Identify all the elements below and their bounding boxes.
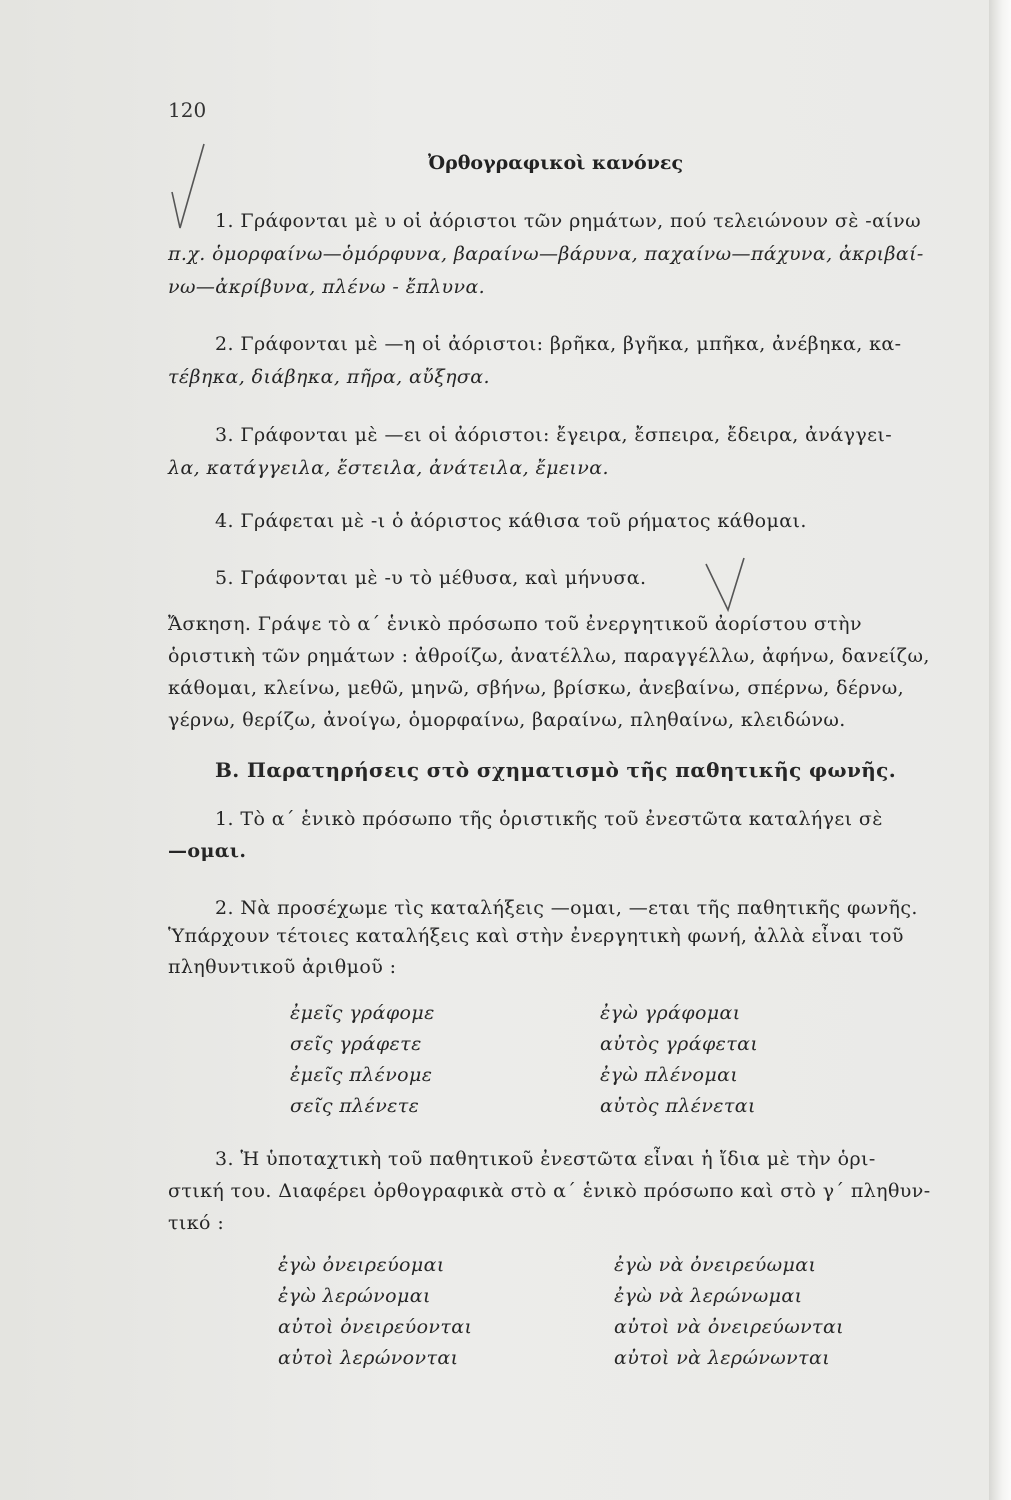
exercise-line-3: κάθομαι, κλείνω, μεθῶ, μηνῶ, σβήνω, βρίσκω, ἀνεβαίνω, σπέρνω, δέρνω,	[168, 677, 905, 699]
subjunctive-left-1: ἐγὼ ὀνειρεύομαι	[278, 1254, 445, 1276]
observation-3-line-1: 3. Ἡ ὑποταχτικὴ τοῦ παθητικοῦ ἐνεστῶτα εἶναι ἡ ἴδια μὲ τὴν ὁρι-	[215, 1148, 876, 1170]
rule-2-line-1: 2. Γράφονται μὲ —η οἱ ἀόριστοι: βρῆκα, βγῆκα, μπῆκα, ἀνέβηκα, κα-	[215, 333, 902, 355]
section-b-heading: Β. Παρατηρήσεις στὸ σχηματισμὸ τῆς παθητικῆς φωνῆς.	[215, 758, 897, 782]
example-right-4: αὐτὸς πλένεται	[600, 1095, 756, 1117]
exercise-line-4: γέρνω, θερίζω, ἀνοίγω, ὁμορφαίνω, βαραίνω, πληθαίνω, κλειδώνω.	[168, 709, 846, 731]
rule-2-line-2: τέβηκα, διάβηκα, πῆρα, αὔξησα.	[168, 366, 490, 388]
example-right-2: αὐτὸς γράφεται	[600, 1033, 759, 1055]
observation-3-line-2: στική του. Διαφέρει ὀρθογραφικὰ στὸ α΄ ἑνικὸ πρόσωπο καὶ στὸ γ΄ πληθυν-	[168, 1180, 931, 1202]
observation-3-line-3: τικό :	[168, 1212, 225, 1234]
rule-1-line-1: 1. Γράφονται μὲ υ οἱ ἀόριστοι τῶν ρημάτων, πού τελειώνουν σὲ -αίνω	[215, 210, 922, 232]
subjunctive-right-3: αὐτοὶ νὰ ὀνειρεύωνται	[614, 1316, 845, 1338]
example-left-2: σεῖς γράφετε	[290, 1033, 422, 1055]
exercise-line-2: ὁριστικὴ τῶν ρημάτων : ἀθροίζω, ἀνατέλλω, παραγγέλλω, ἀφήνω, δανείζω,	[168, 645, 930, 667]
subjunctive-left-2: ἐγὼ λερώνομαι	[278, 1285, 431, 1307]
observation-2-line-1: 2. Νὰ προσέχωμε τὶς καταλήξεις —ομαι, —εται τῆς παθητικῆς φωνῆς.	[215, 897, 918, 919]
page-title: Ὀρθογραφικοὶ κανόνες	[428, 152, 684, 174]
check-mark-icon	[702, 556, 748, 612]
rule-1-line-3: νω—ἀκρίβυνα, πλένω - ἔπλυνα.	[168, 276, 486, 298]
rule-5-line-1: 5. Γράφονται μὲ -υ τὸ μέθυσα, καὶ μήνυσα.	[215, 567, 647, 589]
exercise-line-1: Ἄσκηση. Γράψε τὸ α΄ ἑνικὸ πρόσωπο τοῦ ἐνεργητικοῦ ἀορίστου στὴν	[168, 613, 862, 635]
subjunctive-left-4: αὐτοὶ λερώνονται	[278, 1347, 459, 1369]
example-left-1: ἐμεῖς γράφομε	[290, 1002, 435, 1024]
example-right-1: ἐγὼ γράφομαι	[600, 1002, 741, 1024]
observation-1-line-2: —ομαι.	[168, 840, 247, 862]
example-left-4: σεῖς πλένετε	[290, 1095, 420, 1117]
subjunctive-right-2: ἐγὼ νὰ λερώνωμαι	[614, 1285, 803, 1307]
rule-3-line-1: 3. Γράφονται μὲ —ει οἱ ἀόριστοι: ἔγειρα, ἔσπειρα, ἔδειρα, ἀνάγγει-	[215, 424, 893, 446]
page-edge	[989, 0, 1011, 1500]
subjunctive-right-1: ἐγὼ νὰ ὀνειρεύωμαι	[614, 1254, 817, 1276]
observation-2-line-3: πληθυντικοῦ ἀριθμοῦ :	[168, 956, 397, 978]
subjunctive-right-4: αὐτοὶ νὰ λερώνωνται	[614, 1347, 831, 1369]
rule-4-line-1: 4. Γράφεται μὲ -ι ὁ ἀόριστος κάθισα τοῦ ρήματος κάθομαι.	[215, 510, 807, 532]
example-right-3: ἐγὼ πλένομαι	[600, 1064, 739, 1086]
example-left-3: ἐμεῖς πλένομε	[290, 1064, 433, 1086]
rule-3-line-2: λα, κατάγγειλα, ἔστειλα, ἀνάτειλα, ἔμεινα.	[168, 457, 609, 479]
observation-1-line-1: 1. Τὸ α΄ ἑνικὸ πρόσωπο τῆς ὁριστικῆς τοῦ ἐνεστῶτα καταλήγει σὲ	[215, 808, 883, 830]
observation-2-line-2: Ὑπάρχουν τέτοιες καταλήξεις καὶ στὴν ἐνεργητικὴ φωνή, ἀλλὰ εἶναι τοῦ	[168, 925, 904, 947]
page-number: 120	[168, 98, 207, 122]
rule-1-line-2: π.χ. ὁμορφαίνω—ὁμόρφυνα, βαραίνω—βάρυνα, παχαίνω—πάχυνα, ἀκριβαί-	[168, 243, 924, 265]
check-mark-icon	[168, 140, 208, 232]
subjunctive-left-3: αὐτοὶ ὀνειρεύονται	[278, 1316, 473, 1338]
